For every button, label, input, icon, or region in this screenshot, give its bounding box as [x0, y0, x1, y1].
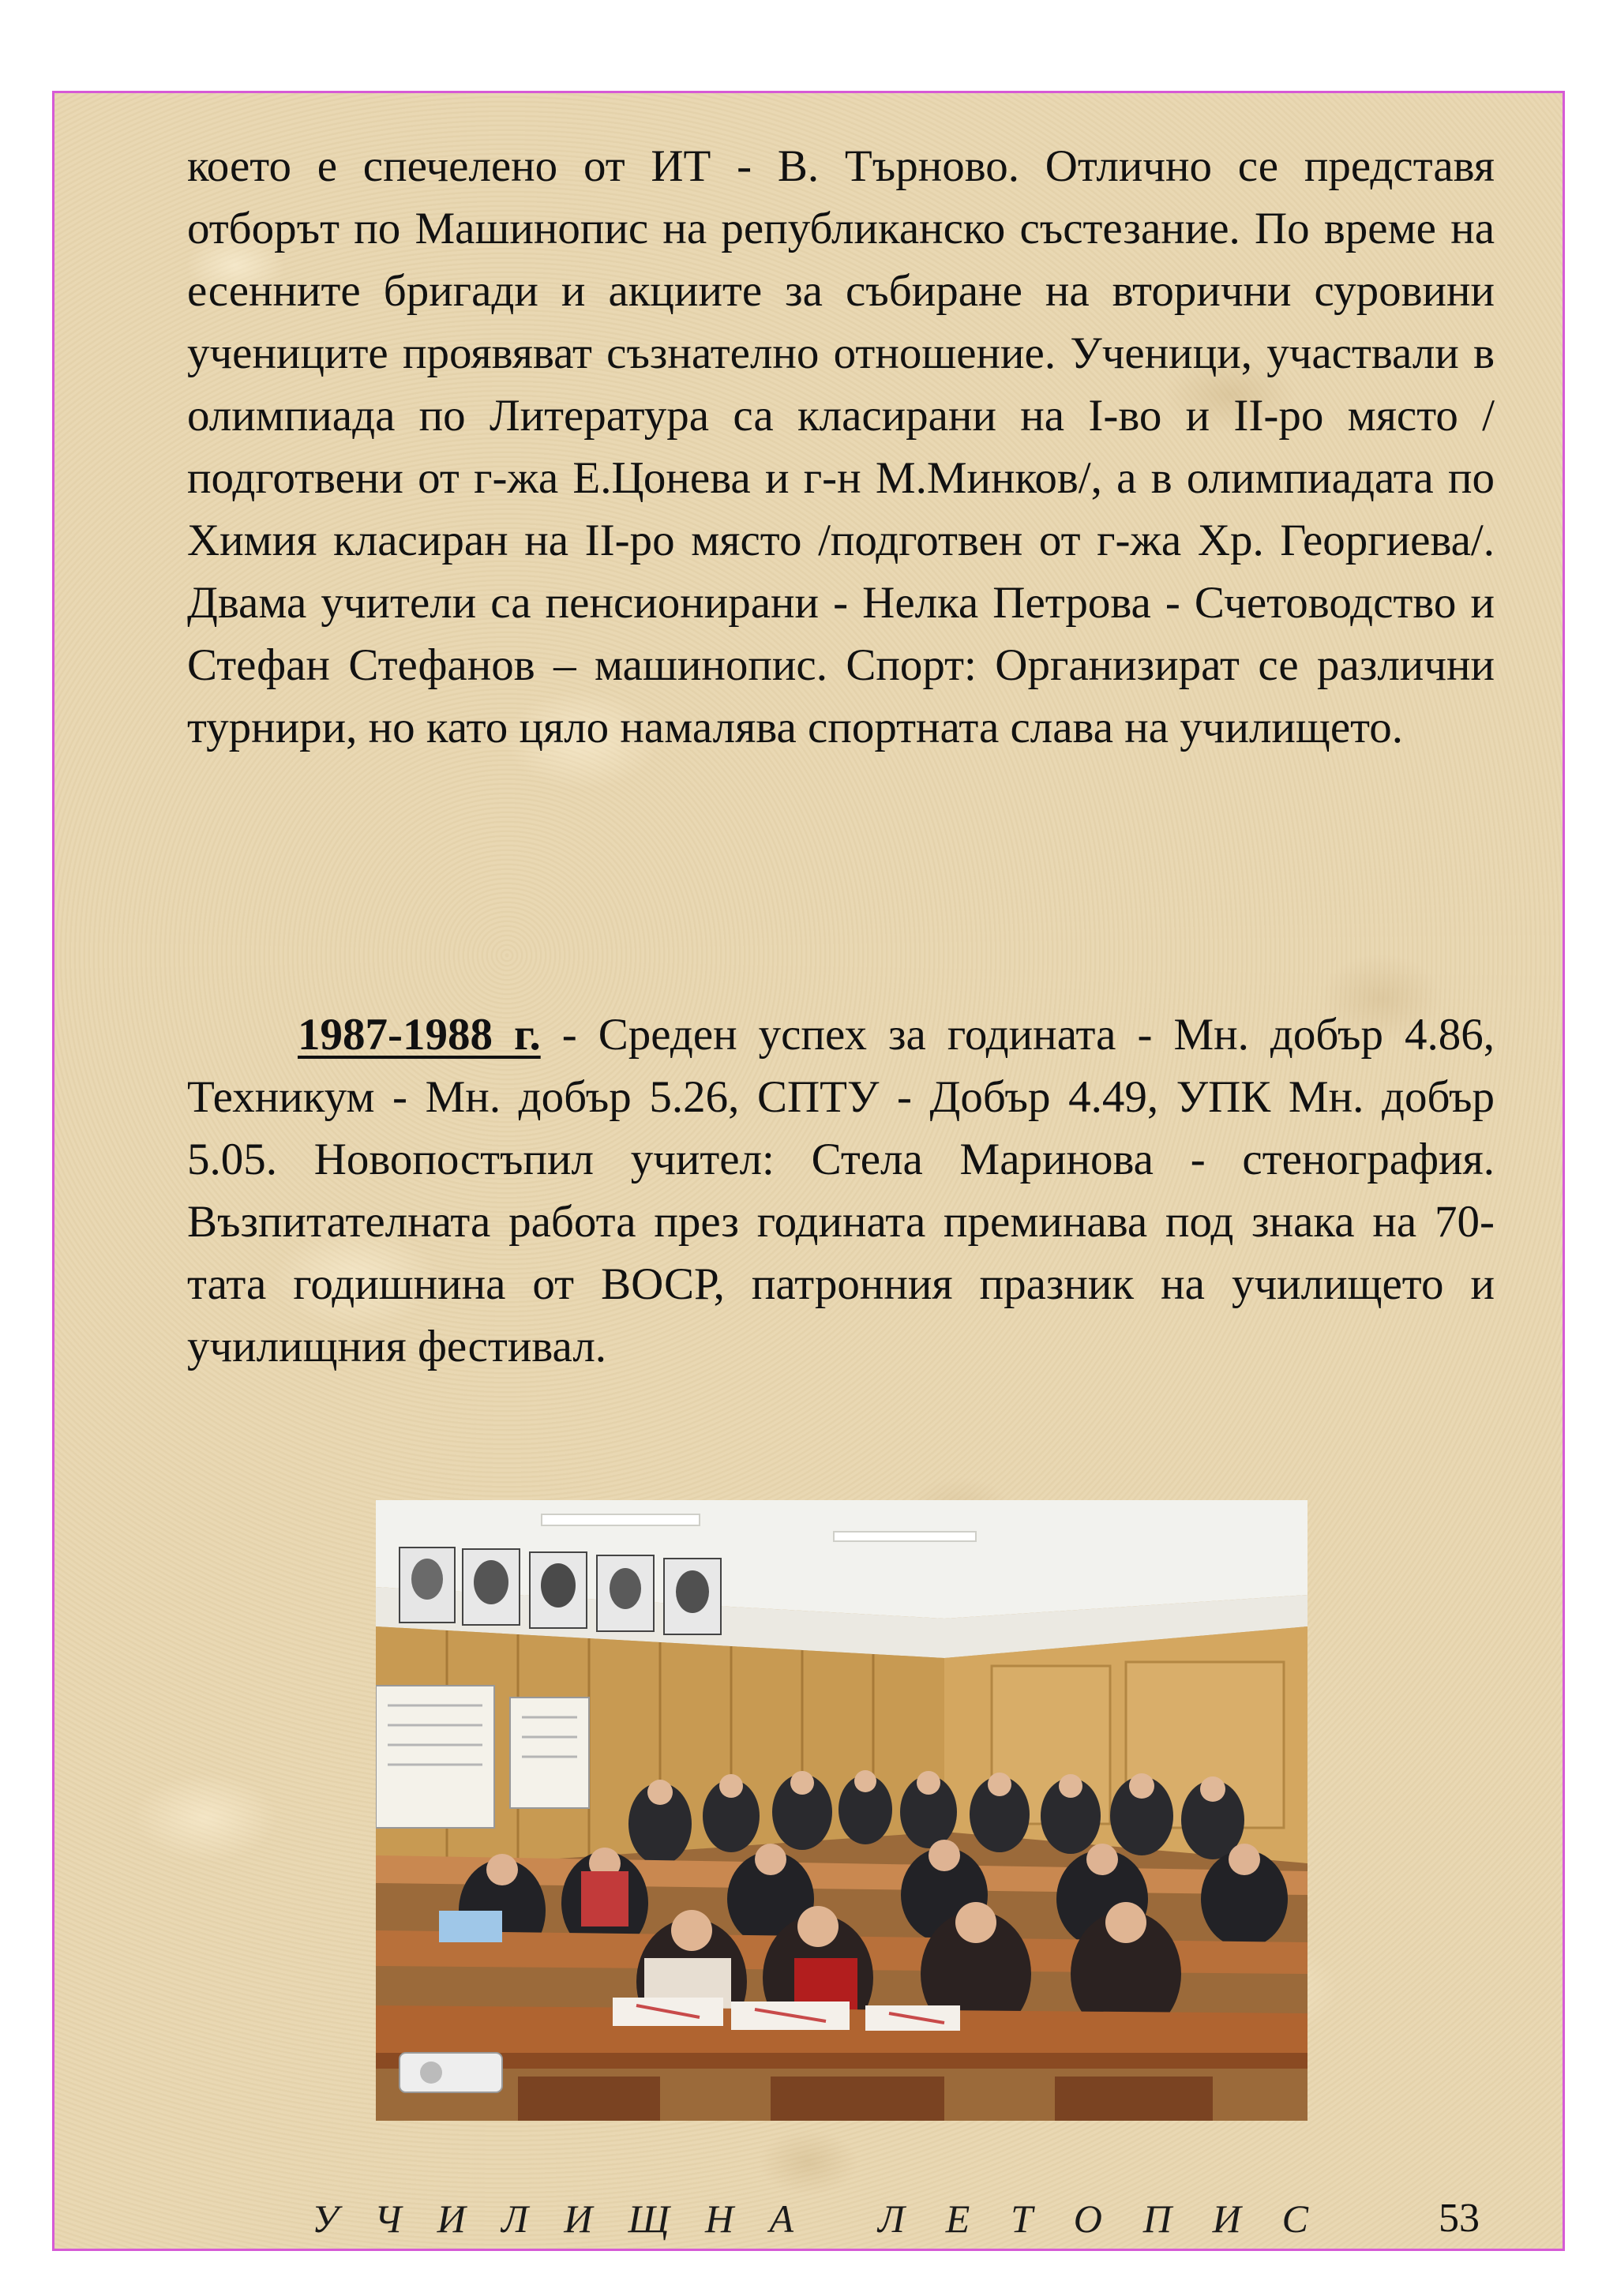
paragraph-2 — [187, 1004, 1495, 1378]
classroom-photo — [376, 1500, 1307, 2121]
paragraph-2-text: - Среден успех за годината - Мн. добър 4.86, Техникум - Мн. добър 5.26, СПТУ - Добър 4.49, УПК Мн. добър 5.05. Новопостъпил учител: Стела Маринова - стенография. Възпитателната работа през годината преминава под знака на 70-тата годишнина от ВОСР, патронния празник на училището и училищния фестивал. — [187, 1010, 1495, 1371]
footer-title-word-2: Л Е Т О П И С — [878, 2197, 1308, 2241]
page-number: 53 — [1439, 2196, 1480, 2241]
footer-title-word-1: У Ч И Л И Щ Н А — [312, 2197, 793, 2241]
year-heading: 1987-1988 г. — [298, 1010, 541, 1060]
paragraph-1: което е спечелено от ИТ - В. Търново. Отлично се представя отборът по Машинопис на републиканско състезание. По време на есенните бригади и акциите за събиране на вторични суровини учениците проявяват съзнателно отношение. Ученици, участвали в олимпиада по Литература са класирани на I-во и II-ро място /подготвени от г-жа Е.Цонева и г-н М.Минков/, а в олимпиадата по Химия класиран на II-ро място /подготвен от г-жа Хр. Георгиева/. Двама учители са пенсионирани - Нелка Петрова - Счетоводство и Стефан Стефанов – машинопис. Спорт: Организират се различни турнири, но като цяло намалява спортната слава на училището. — [187, 141, 1495, 752]
